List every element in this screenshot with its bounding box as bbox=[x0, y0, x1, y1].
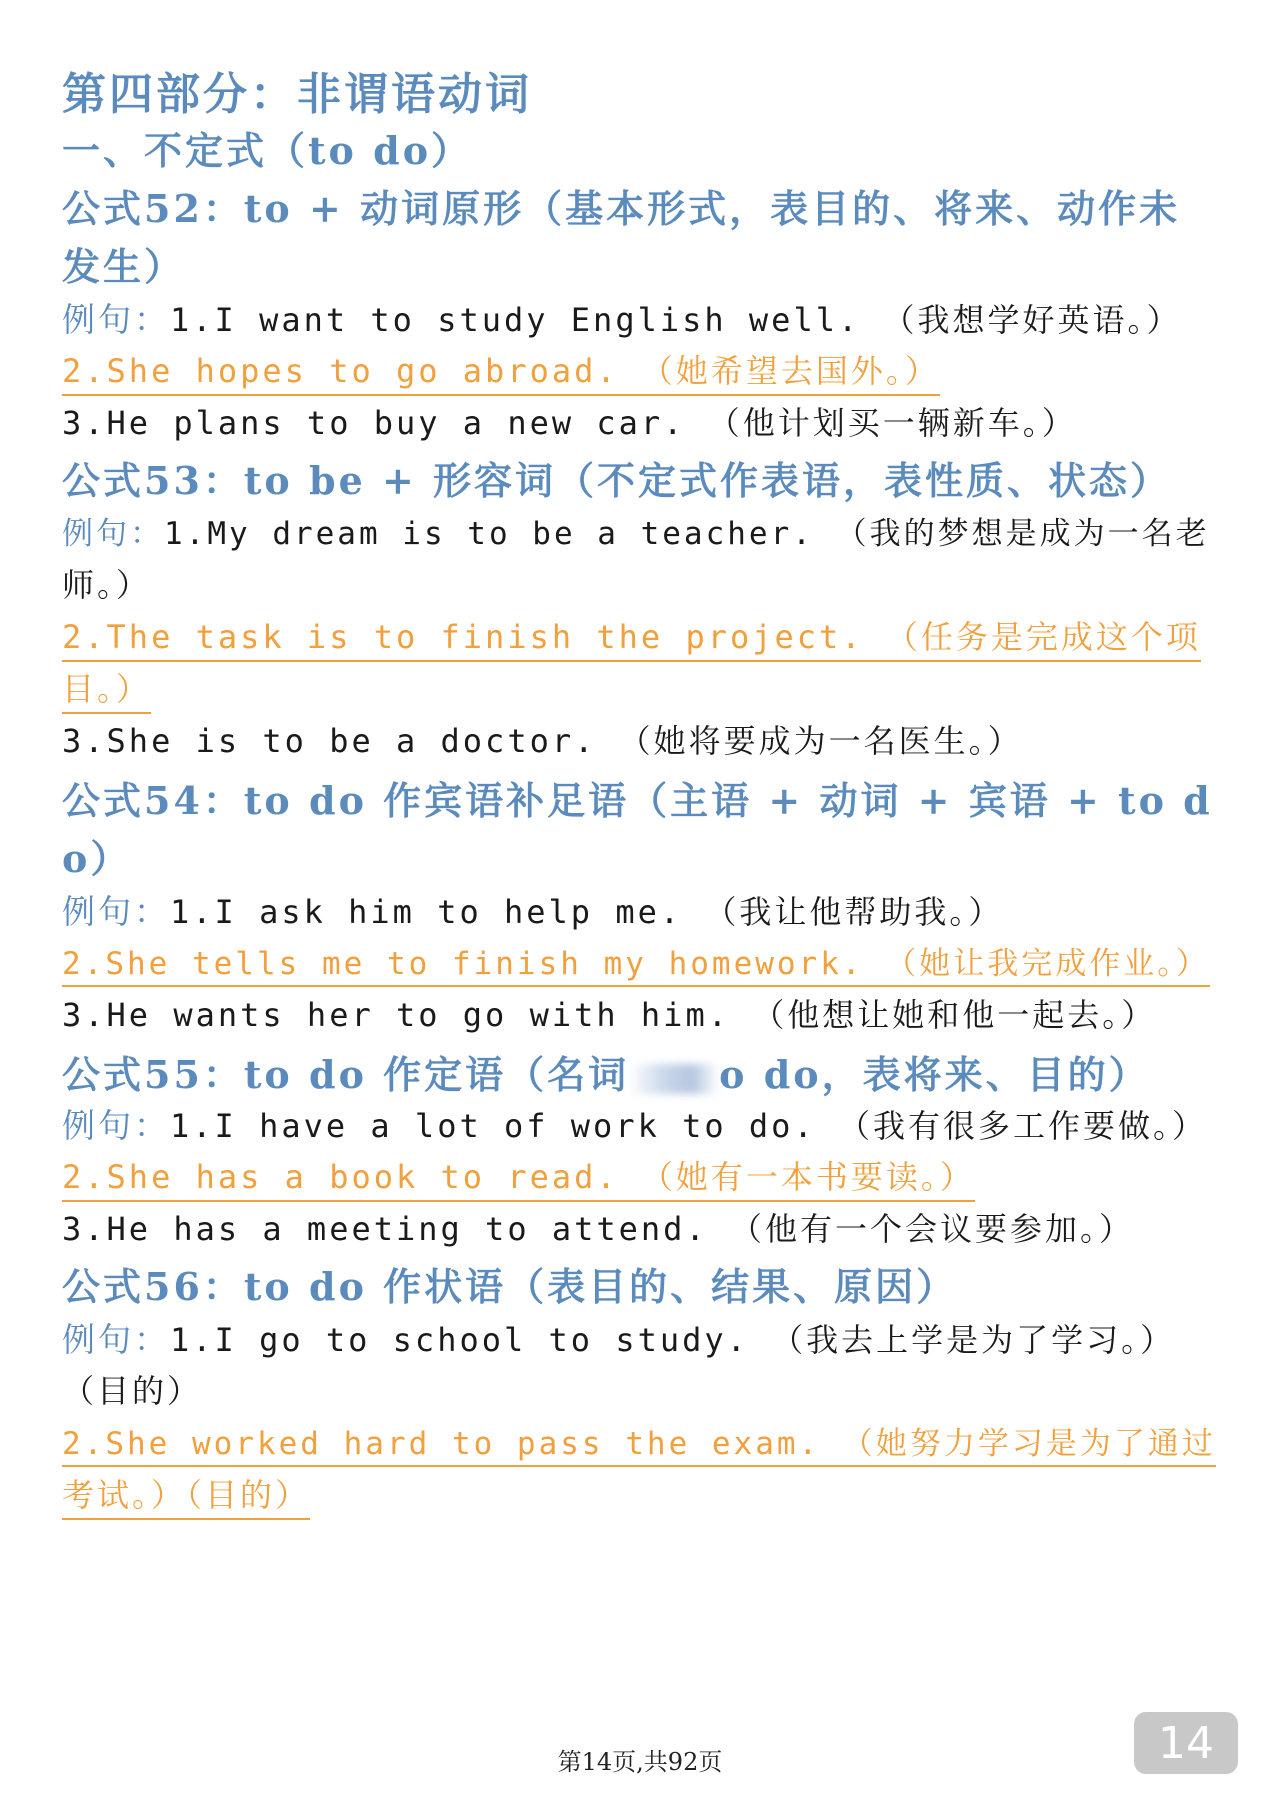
formula-52-example-1 bbox=[62, 294, 1182, 341]
formula-54-heading: 公式54：to do 作宾语补足语（主语 + 动词 + 宾语 + to d bbox=[62, 778, 1213, 823]
formula-55-example-1 bbox=[62, 1100, 1207, 1147]
blurred-region bbox=[629, 1064, 719, 1094]
example-label: 例句： bbox=[62, 1320, 170, 1359]
example-text: 1.I ask him to help me. （我让他帮助我。） bbox=[170, 893, 1004, 931]
formula-56-heading: 公式56：to do 作状语（表目的、结果、原因） bbox=[62, 1264, 958, 1309]
example-text: 1.I go to school to study. （我去上学是为了学习。） bbox=[170, 1321, 1176, 1359]
page-footer: 第14页,共92页 bbox=[557, 1748, 723, 1776]
formula-52-heading: 公式52：to + 动词原形（基本形式，表目的、将来、动作未 bbox=[62, 186, 1181, 231]
formula-52-heading-cont: 发生） bbox=[62, 244, 186, 289]
section-heading: 一、不定式（to do） bbox=[62, 128, 473, 173]
formula-55-example-3: 3.He has a meeting to attend. （他有一个会议要参加。） bbox=[62, 1210, 1134, 1248]
example-text: 1.I want to study English well. （我想学好英语。） bbox=[170, 301, 1182, 339]
page-number-badge[interactable]: 14 bbox=[1134, 1712, 1238, 1774]
formula-56-example-1-cont: （目的） bbox=[62, 1372, 203, 1410]
formula-54-example-3: 3.He wants her to go with him. （他想让她和他一起去。） bbox=[62, 996, 1157, 1034]
formula-53-heading: 公式53：to be + 形容词（不定式作表语，表性质、状态） bbox=[62, 458, 1172, 503]
formula-52-example-3: 3.He plans to buy a new car. （他计划买一辆新车。） bbox=[62, 404, 1077, 442]
formula-53-example-1-cont: 师。） bbox=[62, 566, 152, 604]
formula-53-example-1 bbox=[62, 508, 1210, 553]
formula-54-example-2: 2.She tells me to finish my homework. （她让我完成作业。） bbox=[62, 938, 1210, 987]
formula-52-example-2: 2.She hopes to go abroad. （她希望去国外。） bbox=[62, 346, 940, 396]
formula-54-example-1 bbox=[62, 886, 1003, 933]
formula-55-heading bbox=[62, 1044, 1150, 1099]
formula-53-example-2-cont: 目。） bbox=[62, 664, 151, 714]
formula-56-example-2: 2.She worked hard to pass the exam. （她努力学习是为了通过 bbox=[62, 1418, 1216, 1467]
example-label: 例句： bbox=[62, 1106, 170, 1145]
formula-54-heading-cont: o） bbox=[62, 836, 132, 881]
example-text: 1.My dream is to be a teacher. （我的梦想是成为一名老 bbox=[164, 516, 1210, 552]
formula-56-example-1 bbox=[62, 1314, 1175, 1361]
formula-55-heading-right: o do，表将来、目的） bbox=[719, 1052, 1150, 1097]
part-title: 第四部分：非谓语动词 bbox=[62, 69, 532, 120]
formula-56-example-2-cont: 考试。）（目的） bbox=[62, 1470, 310, 1520]
example-text: 1.I have a lot of work to do. （我有很多工作要做。） bbox=[170, 1107, 1207, 1145]
formula-55-example-2: 2.She has a book to read. （她有一本书要读。） bbox=[62, 1152, 975, 1202]
example-label: 例句： bbox=[62, 892, 170, 931]
formula-55-heading-left: 公式55：to do 作定语（名词 bbox=[62, 1052, 630, 1097]
example-label: 例句： bbox=[62, 300, 170, 339]
formula-53-example-2: 2.The task is to finish the project. （任务是完成这个项 bbox=[62, 612, 1201, 662]
formula-53-example-3: 3.She is to be a doctor. （她将要成为一名医生。） bbox=[62, 722, 1023, 760]
example-label: 例句： bbox=[62, 516, 164, 552]
